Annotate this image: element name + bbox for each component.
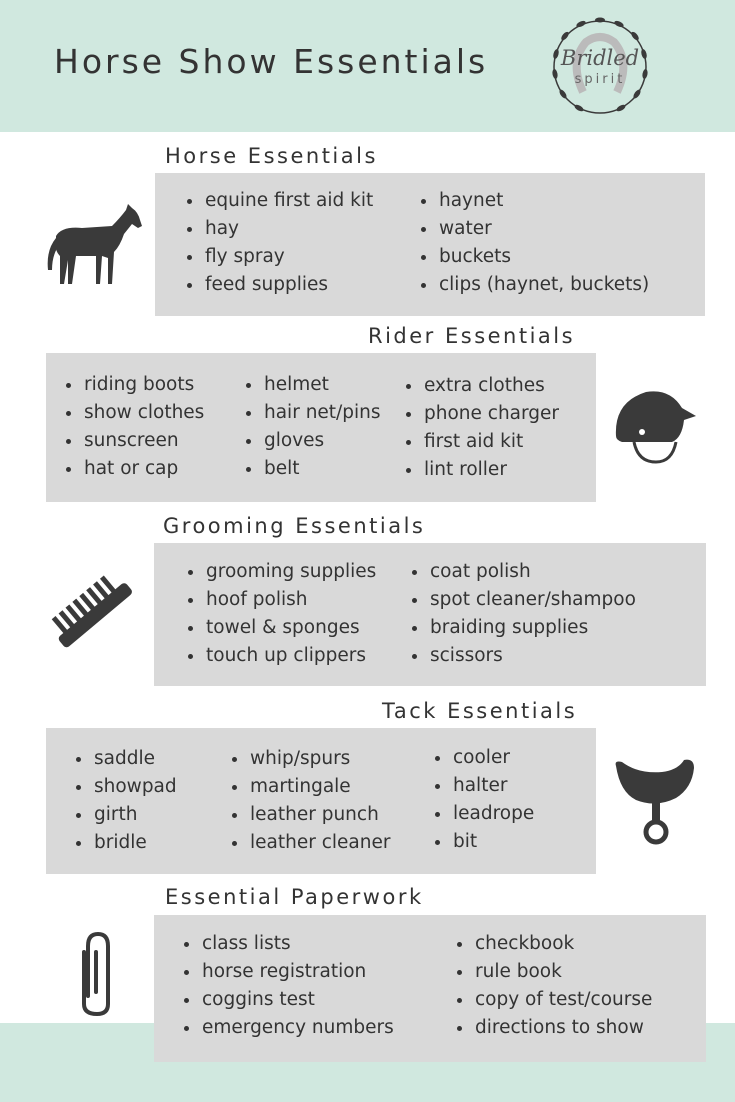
- list-item: checkbook: [455, 930, 652, 958]
- list-item: cooler: [433, 744, 534, 772]
- helmet-icon: [612, 386, 698, 466]
- list-item: bridle: [74, 829, 177, 857]
- tack-essentials-box: [46, 728, 596, 874]
- page-title: Horse Show Essentials: [54, 42, 489, 81]
- list-item: showpad: [74, 773, 177, 801]
- rider-essentials-box: [46, 353, 596, 502]
- list-item: riding boots: [64, 371, 204, 399]
- list-item: hay: [185, 215, 373, 243]
- paperwork-essentials-box: [154, 915, 706, 1062]
- rider-list-col2: [244, 371, 381, 483]
- list-item: lint roller: [404, 456, 559, 484]
- list-item: directions to show: [455, 1014, 652, 1042]
- horse-list-col1: [185, 187, 373, 299]
- list-item: touch up clippers: [186, 642, 376, 670]
- logo-subtext: spirit: [574, 72, 626, 87]
- list-item: show clothes: [64, 399, 204, 427]
- list-item: scissors: [410, 642, 636, 670]
- list-item: helmet: [244, 371, 381, 399]
- list-item: hoof polish: [186, 586, 376, 614]
- section-title-horse: Horse Essentials: [165, 144, 378, 168]
- list-item: saddle: [74, 745, 177, 773]
- list-item: class lists: [182, 930, 394, 958]
- paperwork-list-col2: [455, 930, 652, 1042]
- list-item: horse registration: [182, 958, 394, 986]
- horse-essentials-box: [155, 173, 705, 316]
- section-title-grooming: Grooming Essentials: [163, 514, 426, 538]
- tack-list-col2: [230, 745, 390, 857]
- list-item: belt: [244, 455, 381, 483]
- grooming-list-col2: [410, 558, 636, 670]
- list-item: spot cleaner/shampoo: [410, 586, 636, 614]
- list-item: hair net/pins: [244, 399, 381, 427]
- list-item: leather cleaner: [230, 829, 390, 857]
- horse-list-col2: [419, 187, 649, 299]
- list-item: extra clothes: [404, 372, 559, 400]
- list-item: equine first aid kit: [185, 187, 373, 215]
- list-item: whip/spurs: [230, 745, 390, 773]
- list-item: fly spray: [185, 243, 373, 271]
- list-item: emergency numbers: [182, 1014, 394, 1042]
- rider-list-col3: [404, 372, 559, 484]
- list-item: copy of test/course: [455, 986, 652, 1014]
- section-title-paperwork: Essential Paperwork: [165, 885, 424, 909]
- list-item: gloves: [244, 427, 381, 455]
- list-item: sunscreen: [64, 427, 204, 455]
- logo-text: Bridled: [560, 46, 640, 70]
- horse-icon: [42, 200, 146, 288]
- grooming-essentials-box: [154, 543, 706, 686]
- tack-list-col1: [74, 745, 177, 857]
- rider-list-col1: [64, 371, 204, 483]
- list-item: martingale: [230, 773, 390, 801]
- list-item: feed supplies: [185, 271, 373, 299]
- tack-list-col3: [433, 744, 534, 856]
- list-item: water: [419, 215, 649, 243]
- grooming-list-col1: [186, 558, 376, 670]
- list-item: bit: [433, 828, 534, 856]
- list-item: girth: [74, 801, 177, 829]
- list-item: halter: [433, 772, 534, 800]
- saddle-icon: [612, 758, 698, 848]
- list-item: leadrope: [433, 800, 534, 828]
- list-item: coggins test: [182, 986, 394, 1014]
- list-item: clips (haynet, buckets): [419, 271, 649, 299]
- section-title-tack: Tack Essentials: [382, 699, 578, 723]
- list-item: first aid kit: [404, 428, 559, 456]
- list-item: rule book: [455, 958, 652, 986]
- list-item: phone charger: [404, 400, 559, 428]
- list-item: braiding supplies: [410, 614, 636, 642]
- list-item: buckets: [419, 243, 649, 271]
- list-item: hat or cap: [64, 455, 204, 483]
- list-item: coat polish: [410, 558, 636, 586]
- logo: [541, 12, 659, 122]
- list-item: grooming supplies: [186, 558, 376, 586]
- list-item: leather punch: [230, 801, 390, 829]
- section-title-rider: Rider Essentials: [368, 324, 576, 348]
- list-item: haynet: [419, 187, 649, 215]
- paperwork-list-col1: [182, 930, 394, 1042]
- list-item: towel & sponges: [186, 614, 376, 642]
- comb-icon: [46, 568, 146, 664]
- paperclip-icon: [74, 926, 120, 1020]
